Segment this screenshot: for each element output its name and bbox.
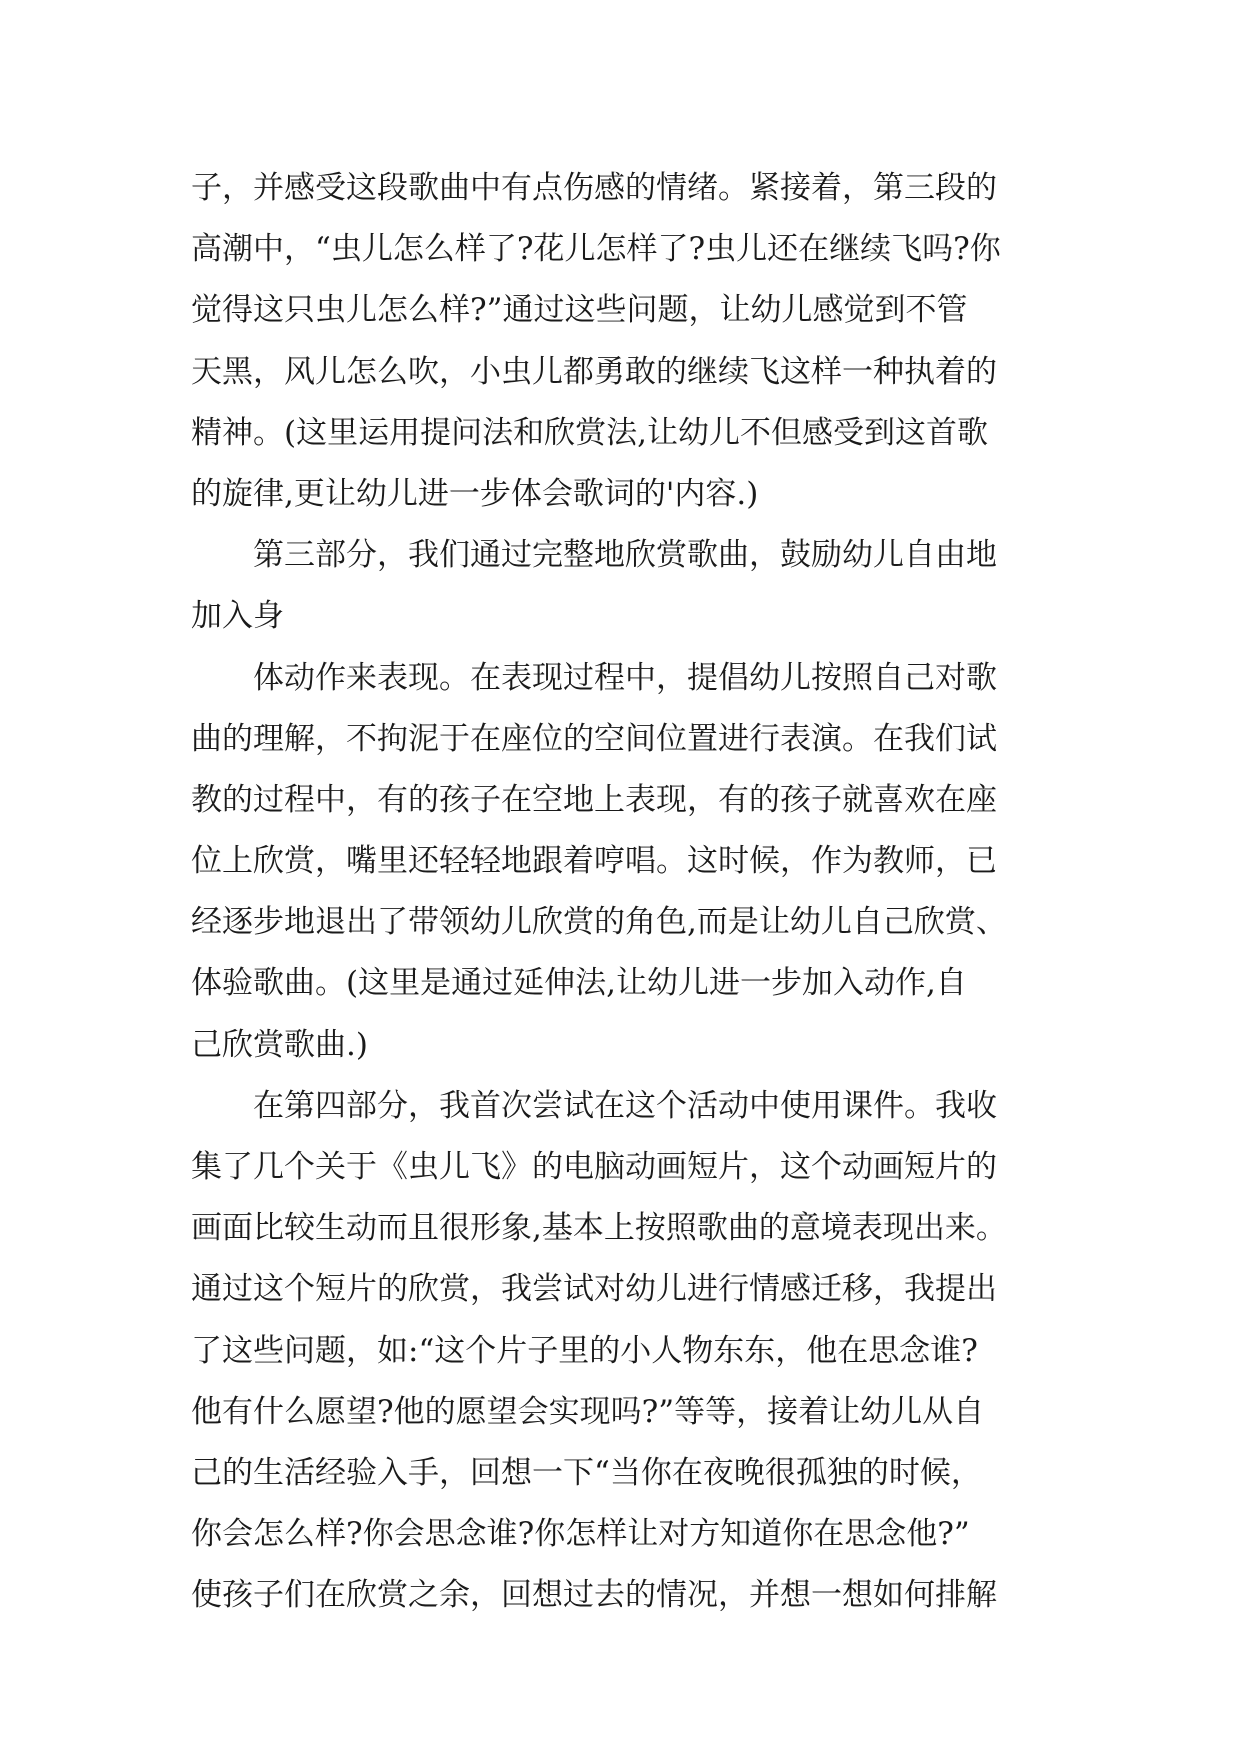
text-line: 经逐步地退出了带领幼儿欣赏的角色,而是让幼儿自己欣赏、 <box>191 904 1007 941</box>
text-line: 天黑，风儿怎么吹，小虫儿都勇敢的继续飞这样一种执着的 <box>191 353 997 390</box>
text-line: 曲的理解，不拘泥于在座位的空间位置进行表演。在我们试 <box>191 720 997 757</box>
text-line: 子，并感受这段歌曲中有点伤感的情绪。紧接着，第三段的 <box>191 170 997 206</box>
text-line: 高潮中，“虫儿怎么样了?花儿怎样了?虫儿还在继续飞吗?你 <box>191 231 1001 268</box>
text-line: 己欣赏歌曲.) <box>191 1026 368 1063</box>
text-line: 在第四部分，我首次尝试在这个活动中使用课件。我收 <box>253 1087 997 1124</box>
text-line: 你会怎么样?你会思念谁?你怎样让对方知道你在思念他?” <box>191 1516 970 1553</box>
text-line: 己的生活经验入手，回想一下“当你在夜晚很孤独的时候， <box>191 1454 982 1491</box>
text-line: 了这些问题，如:“这个片子里的小人物东东，他在思念谁? <box>191 1332 978 1369</box>
text-line: 使孩子们在欣赏之余，回想过去的情况，并想一想如何排解 <box>191 1577 997 1614</box>
text-line: 觉得这只虫儿怎么样?”通过这些问题，让幼儿感觉到不管 <box>191 292 968 329</box>
text-line: 位上欣赏，嘴里还轻轻地跟着哼唱。这时候，作为教师，已 <box>191 843 997 880</box>
text-line: 通过这个短片的欣赏，我尝试对幼儿进行情感迁移，我提出 <box>191 1271 997 1308</box>
text-line: 加入身 <box>191 598 284 635</box>
text-line: 教的过程中，有的孩子在空地上表现，有的孩子就喜欢在座 <box>191 781 997 818</box>
body-text <box>191 158 1053 1627</box>
text-line: 体验歌曲。(这里是通过延伸法,让幼儿进一步加入动作,自 <box>191 965 967 1002</box>
text-line: 集了几个关于《虫儿飞》的电脑动画短片，这个动画短片的 <box>191 1149 997 1185</box>
text-line: 的旋律,更让幼儿进一步体会歌词的'内容.) <box>191 475 759 512</box>
text-line: 体动作来表现。在表现过程中，提倡幼儿按照自己对歌 <box>253 659 997 696</box>
text-line: 画面比较生动而且很形象,基本上按照歌曲的意境表现出来。 <box>191 1210 1007 1247</box>
text-line: 他有什么愿望?他的愿望会实现吗?”等等，接着让幼儿从自 <box>191 1393 985 1430</box>
text-line: 精神。(这里运用提问法和欣赏法,让幼儿不但感受到这首歌 <box>191 414 988 451</box>
text-line: 第三部分，我们通过完整地欣赏歌曲，鼓励幼儿自由地 <box>253 537 997 574</box>
